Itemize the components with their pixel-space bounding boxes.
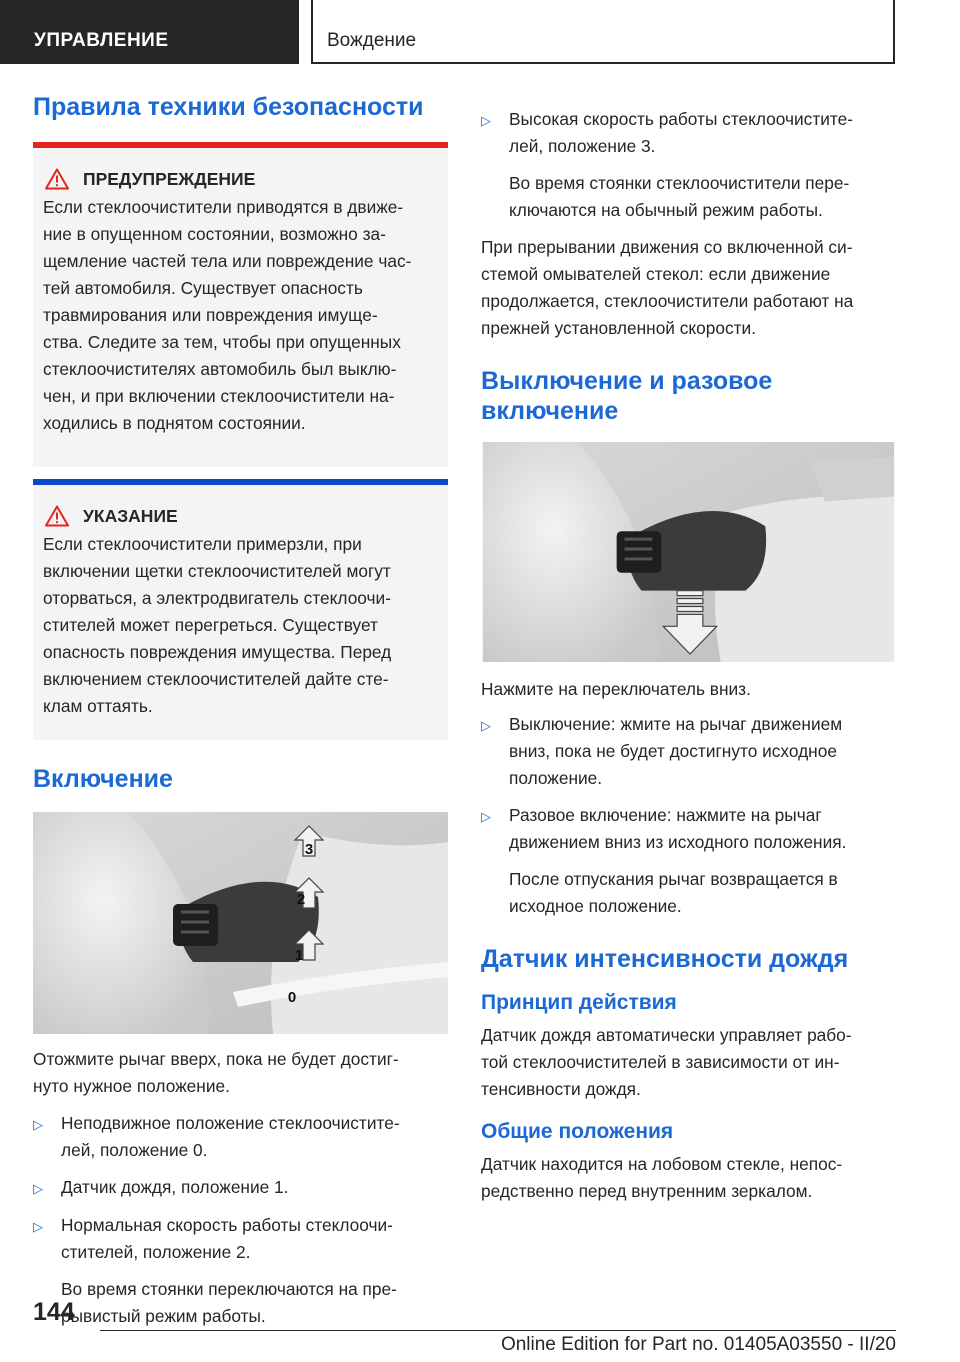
- paragraph-line: тенсивности дождя.: [481, 1079, 641, 1099]
- warning-line: щемление частей тела или повреждение час-: [43, 251, 412, 271]
- warning-title: [43, 166, 430, 192]
- warning-title-text: ПРЕДУПРЕЖДЕНИЕ: [83, 169, 256, 189]
- notice-triangle-icon: [45, 505, 69, 527]
- heading-line: включение: [481, 397, 619, 425]
- list-item: [33, 1110, 448, 1164]
- interrupt-paragraph: [481, 234, 896, 342]
- list-item: [33, 1174, 448, 1202]
- sub-line: Во время стоянки стеклоочистители пере-: [509, 173, 850, 193]
- bullet-line: вниз, пока не будет достигнуто исходное: [509, 741, 837, 761]
- heading-line: Выключение и разовое: [481, 367, 773, 395]
- sub-line: Во время стоянки переключаются на пре-: [61, 1279, 397, 1299]
- bullet-line: Нормальная скорость работы стеклоочи-: [61, 1215, 393, 1235]
- paragraph-line: редственно перед внутренним зеркалом.: [481, 1181, 813, 1201]
- bullet-line: Разовое включение: нажмите на рычаг: [509, 805, 822, 825]
- bullet-triangle-icon: ▷: [33, 1117, 43, 1132]
- notice-line: клам оттаять.: [43, 696, 153, 716]
- heading-general: Общие положения: [481, 1120, 674, 1143]
- sub-line: ключаются на обычный режим работы.: [509, 200, 823, 220]
- page-number: 144: [33, 1298, 75, 1326]
- bullet-sub-paragraph: [481, 866, 896, 920]
- sub-line: исходное положение.: [509, 896, 682, 916]
- warning-line: Если стеклоочистители приводятся в движе-: [43, 197, 404, 217]
- bullet-line: Выключение: жмите на рычаг движением: [509, 714, 843, 734]
- list-item: [33, 1212, 448, 1266]
- wiper-lever-up-illustration: [33, 812, 448, 1034]
- switch-on-intro: нуто нужное положение.: [33, 1076, 230, 1096]
- heading-principle: Принцип действия: [481, 991, 677, 1014]
- header-section-tab: УПРАВЛЕНИЕ: [0, 0, 299, 64]
- list-item: [481, 106, 896, 160]
- list-item: [481, 711, 896, 792]
- paragraph-line: При прерывании движения со включенной си-: [481, 237, 853, 257]
- notice-line: оторваться, а электродвигатель стеклоочи-: [43, 588, 391, 608]
- notice-line: Если стеклоочистители примерзли, при: [43, 534, 362, 554]
- paragraph-line: прежней установленной скорости.: [481, 318, 756, 338]
- position-label: 1: [294, 947, 304, 964]
- bullet-line: Высокая скорость работы стеклоочистите-: [509, 109, 853, 129]
- warning-line: травмирования или повреждения имуще-: [43, 305, 378, 325]
- bullet-line: стителей, положение 2.: [61, 1242, 251, 1262]
- footer-divider: [100, 1330, 896, 1331]
- bullet-triangle-icon: ▷: [481, 809, 491, 824]
- wiper-lever-down-illustration: [481, 442, 896, 662]
- header-chapter-tab: Вождение: [311, 0, 895, 64]
- bullet-sub-paragraph: [481, 170, 896, 224]
- warning-line: ходились в поднятом состоянии.: [43, 413, 306, 433]
- press-switch-text: Нажмите на переключатель вниз.: [481, 679, 751, 699]
- bullet-line: Датчик дождя, положение 1.: [61, 1177, 289, 1197]
- left-column: [33, 92, 448, 1330]
- notice-line: стителей может перегреться. Существует: [43, 615, 378, 635]
- notice-line: включении щетки стеклоочистителей могут: [43, 561, 391, 581]
- bullet-triangle-icon: ▷: [33, 1181, 43, 1196]
- heading-safety: Правила техники безопасности: [33, 93, 424, 121]
- right-column: [481, 106, 896, 1205]
- bullet-line: лей, положение 3.: [509, 136, 656, 156]
- notice-line: опасность повреждения имущества. Перед: [43, 642, 392, 662]
- list-item: [481, 802, 896, 856]
- bullet-triangle-icon: ▷: [481, 113, 491, 128]
- notice-title-text: УКАЗАНИЕ: [83, 506, 178, 526]
- paragraph-line: Датчик дождя автоматически управляет рабо-: [481, 1025, 852, 1045]
- sub-line: рывистый режим работы.: [61, 1306, 266, 1326]
- heading-switch-off: [481, 366, 896, 426]
- warning-line: ние в опущенном состоянии, возможно за-: [43, 224, 386, 244]
- bullet-line: Неподвижное положение стеклоочистите-: [61, 1113, 400, 1133]
- paragraph-line: той стеклоочистителей в зависимости от ин-: [481, 1052, 840, 1072]
- sub-line: После отпускания рычаг возвращается в: [509, 869, 838, 889]
- footer-edition: Online Edition for Part no. 01405A03550 - II/20: [500, 1334, 896, 1355]
- heading-switch-on: Включение: [33, 765, 173, 793]
- heading-rain-sensor: Датчик интенсивности дождя: [481, 945, 849, 973]
- warning-triangle-icon: [45, 168, 69, 190]
- bullet-sub-paragraph: [33, 1276, 448, 1330]
- notice-box: [33, 479, 448, 740]
- notice-title: [43, 503, 430, 529]
- warning-line: чен, и при включении стеклоочистители на-: [43, 386, 395, 406]
- warning-line: тей автомобиля. Существует опасность: [43, 278, 363, 298]
- notice-line: включением стеклоочистителей дайте сте-: [43, 669, 389, 689]
- paragraph-line: продолжается, стеклоочистители работают на: [481, 291, 854, 311]
- warning-line: стеклоочистителях автомобиль был выклю-: [43, 359, 397, 379]
- bullet-triangle-icon: ▷: [33, 1219, 43, 1234]
- switch-on-intro: Отожмите рычаг вверх, пока не будет достиг-: [33, 1049, 399, 1069]
- bullet-triangle-icon: ▷: [481, 718, 491, 733]
- position-label: 2: [296, 891, 306, 908]
- bullet-line: лей, положение 0.: [61, 1140, 208, 1160]
- warning-box: [33, 142, 448, 467]
- paragraph-line: Датчик находится на лобовом стекле, непос-: [481, 1154, 843, 1174]
- position-label: 0: [287, 989, 297, 1006]
- position-label: 3: [304, 841, 314, 858]
- warning-line: ства. Следите за тем, чтобы при опущенных: [43, 332, 401, 352]
- paragraph-line: стемой омывателей стекол: если движение: [481, 264, 831, 284]
- bullet-line: положение.: [509, 768, 603, 788]
- bullet-line: движением вниз из исходного положения.: [509, 832, 847, 852]
